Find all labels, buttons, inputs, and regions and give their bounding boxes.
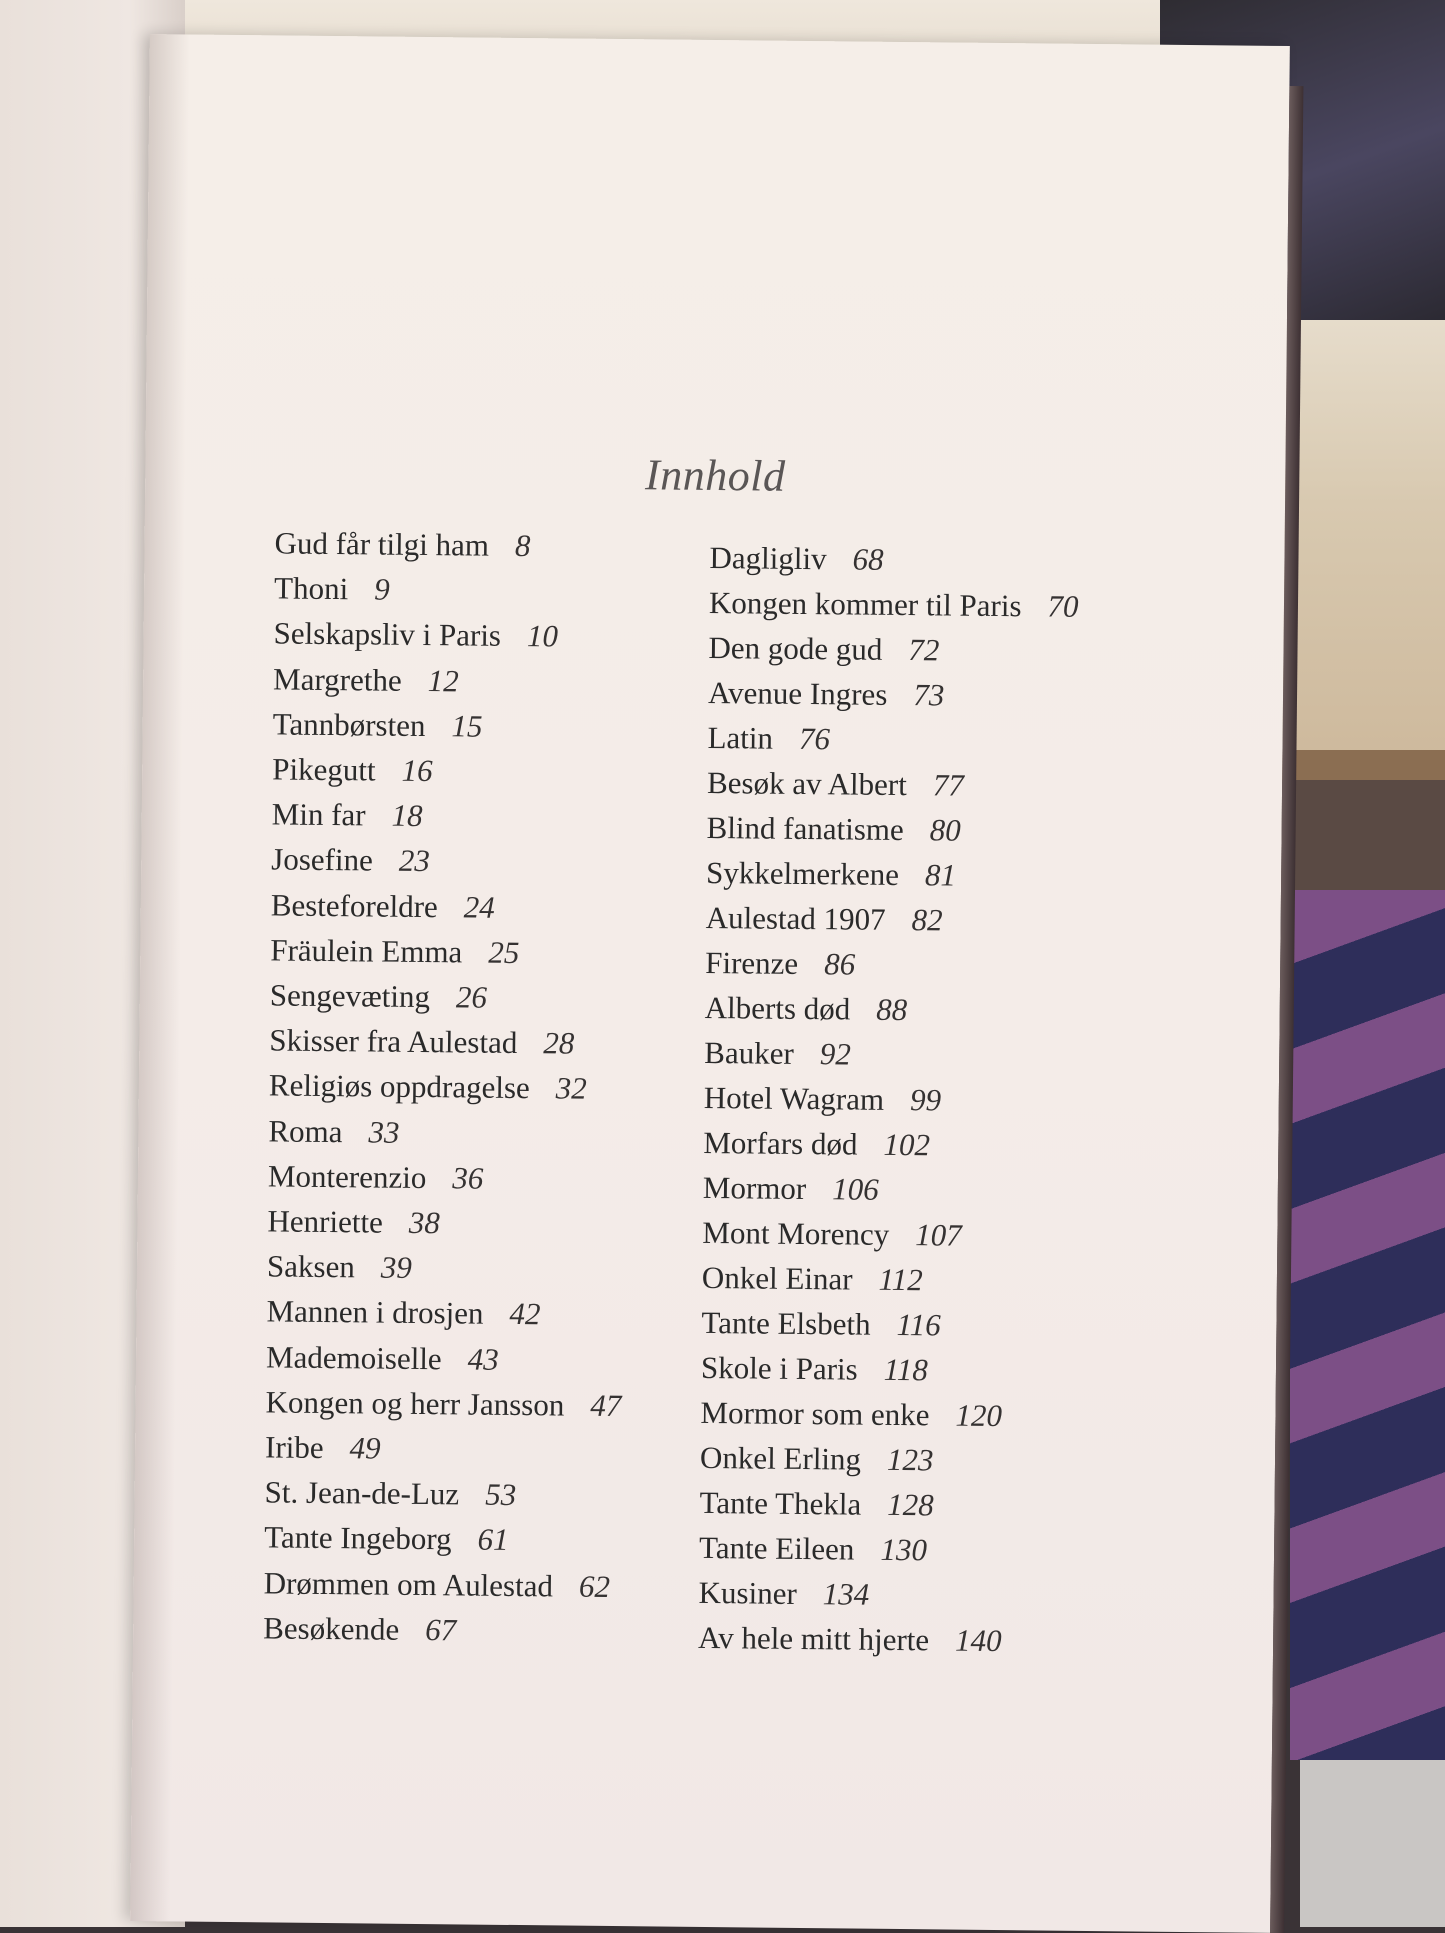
toc-entry-title: Tante Elsbeth (701, 1304, 871, 1342)
toc-entry (703, 1125, 930, 1163)
toc-entry-page-number: 77 (932, 767, 965, 803)
toc-entry-page-number: 36 (452, 1160, 484, 1196)
toc-entry-page-number: 118 (883, 1351, 929, 1388)
toc-entry-title: Kongen og herr Jansson (265, 1384, 565, 1423)
toc-entry-title: Mont Morency (702, 1214, 890, 1252)
toc-entry (700, 1440, 934, 1478)
toc-entry (705, 945, 855, 983)
toc-entry (266, 1339, 499, 1377)
toc-entry-title: Onkel Einar (701, 1259, 853, 1297)
toc-entry (706, 855, 956, 894)
toc-entry-page-number: 24 (463, 889, 495, 925)
toc-entry-page-number: 16 (401, 752, 433, 789)
toc-entry (271, 887, 495, 925)
toc-entry-page-number: 73 (913, 677, 945, 713)
toc-entry-page-number: 61 (477, 1521, 509, 1558)
toc-entry-title: Besøkende (263, 1610, 400, 1647)
toc-entry (704, 1080, 942, 1118)
toc-entry-page-number: 28 (543, 1025, 575, 1061)
toc-entry (707, 720, 830, 757)
toc-entry (274, 571, 390, 608)
toc-entry (702, 1215, 962, 1254)
toc-entry (263, 1610, 456, 1648)
toc-entry-title: Saksen (266, 1248, 356, 1285)
toc-entry-page-number: 9 (373, 571, 390, 607)
toc-entry-page-number: 26 (455, 979, 488, 1015)
toc-entry-page-number: 18 (391, 797, 423, 834)
toc-entry-page-number: 39 (380, 1249, 413, 1286)
toc-entry-page-number: 82 (911, 902, 943, 938)
toc-entry (271, 842, 430, 880)
toc-entry (705, 900, 942, 938)
toc-entry-title: Besøk av Albert (706, 764, 908, 803)
toc-entry-page-number: 25 (488, 934, 520, 970)
toc-entry (267, 1249, 412, 1287)
toc-entry-page-number: 120 (955, 1397, 1003, 1434)
toc-entry (268, 1158, 484, 1196)
toc-entry (704, 1035, 851, 1073)
toc-entry (266, 1294, 540, 1333)
toc-entry-title: Sengevæting (269, 977, 431, 1015)
toc-entry-page-number: 10 (526, 618, 559, 654)
toc-entry-title: Fräulein Emma (270, 932, 463, 970)
toc-entry-page-number: 106 (832, 1171, 879, 1207)
toc-entry-page-number: 112 (878, 1261, 923, 1298)
toc-entry-title: Bauker (704, 1034, 794, 1071)
toc-entry (705, 990, 908, 1028)
toc-entry-page-number: 72 (908, 632, 940, 668)
toc-entry-title: Gud får tilgi ham (274, 525, 490, 563)
toc-entry-title: Religiøs oppdragelse (268, 1067, 530, 1106)
toc-entry (699, 1485, 934, 1523)
toc-entry (273, 706, 483, 744)
toc-entry (274, 525, 530, 564)
toc-entry (708, 675, 945, 713)
toc-entry-title: Skisser fra Aulestad (269, 1022, 518, 1061)
toc-entry (703, 1170, 879, 1208)
toc-entry (264, 1520, 509, 1559)
toc-entry-title: Blind fanatisme (706, 809, 904, 848)
toc-entry (269, 1068, 587, 1107)
toc-entry-page-number: 33 (368, 1114, 400, 1150)
toc-entry (699, 1530, 927, 1568)
toc-entry-page-number: 43 (467, 1341, 499, 1377)
toc-entry-page-number: 123 (886, 1441, 934, 1478)
toc-entry (702, 1260, 923, 1298)
toc-entry (273, 661, 459, 699)
toc-entry (709, 585, 1079, 625)
toc-entry-page-number: 130 (880, 1531, 928, 1568)
toc-entry-page-number: 116 (896, 1306, 941, 1343)
toc-entry-title: Skole i Paris (700, 1349, 858, 1387)
toc-entry (265, 1429, 381, 1466)
toc-entry-title: Onkel Erling (699, 1439, 862, 1477)
toc-entry-title: Tannbørsten (272, 706, 426, 743)
toc-entry-title: Sykkelmerkene (705, 854, 900, 892)
toc-entry-title: Hotel Wagram (703, 1079, 885, 1117)
toc-entry-page-number: 47 (590, 1387, 622, 1423)
toc-entry-page-number: 8 (514, 527, 531, 564)
toc-entry-page-number: 134 (822, 1576, 870, 1612)
toc-entry (264, 1475, 516, 1514)
toc-entry-title: Mormor som enke (700, 1394, 930, 1433)
toc-entry (709, 540, 883, 578)
toc-entry-page-number: 81 (924, 857, 957, 893)
toc-entry-page-number: 32 (555, 1070, 587, 1107)
toc-entry-title: Latin (707, 719, 774, 756)
toc-entry-title: Iribe (264, 1429, 324, 1465)
toc-entry-title: Mademoiselle (265, 1338, 442, 1376)
toc-entry-title: Den gode gud (708, 629, 883, 667)
toc-entry-page-number: 53 (485, 1476, 517, 1513)
toc-entry (272, 797, 423, 835)
toc-entry-title: Roma (268, 1112, 343, 1149)
toc-entry-title: Mormor (702, 1169, 807, 1207)
toc-entry-page-number: 67 (425, 1611, 457, 1648)
toc-entry (270, 977, 488, 1015)
toc-entry (701, 1350, 928, 1388)
striped-fabric (1290, 890, 1445, 1760)
toc-entry (267, 1203, 440, 1241)
toc-entry (698, 1575, 869, 1613)
toc-entry-page-number: 15 (451, 708, 483, 744)
toc-entry (268, 1113, 399, 1150)
toc-entry-title: Tante Thekla (699, 1484, 862, 1522)
toc-entry-page-number: 68 (852, 541, 884, 577)
toc-entry-title: Avenue Ingres (707, 674, 888, 712)
toc-entry-page-number: 88 (876, 991, 908, 1028)
toc-entry-page-number: 76 (798, 720, 831, 757)
toc-entry-title: Tante Eileen (698, 1529, 855, 1567)
toc-entry-page-number: 92 (819, 1036, 851, 1072)
toc-entry-title: Alberts død (704, 989, 851, 1027)
book-page (130, 34, 1290, 1933)
toc-entry (707, 765, 964, 804)
toc-entry (272, 751, 433, 789)
toc-entry-title: Drømmen om Aulestad (263, 1564, 554, 1603)
toc-entry-title: Morfars død (703, 1124, 858, 1162)
toc-entry-title: Pikegutt (272, 751, 376, 788)
toc-entry-title: Av hele mitt hjerte (697, 1619, 930, 1658)
toc-entry-title: Kongen kommer til Paris (708, 584, 1022, 624)
toc-entry-page-number: 70 (1047, 588, 1079, 624)
toc-entry-page-number: 140 (954, 1622, 1002, 1659)
toc-entry-title: Besteforeldre (270, 886, 438, 924)
toc-entry-page-number: 42 (509, 1296, 541, 1332)
toc-entry-page-number: 80 (929, 812, 961, 848)
toc-entry-title: Firenze (705, 944, 799, 981)
toc-entry-page-number: 102 (883, 1126, 931, 1163)
toc-entry-title: Aulestad 1907 (705, 899, 886, 937)
toc-entry (700, 1395, 1002, 1434)
toc-entry (706, 810, 961, 849)
toc-entry-title: St. Jean-de-Luz (264, 1474, 460, 1512)
toc-entry-page-number: 12 (427, 662, 459, 698)
toc-entry (269, 1023, 574, 1062)
toc-entry-title: Min far (271, 796, 366, 833)
toc-entry-title: Henriette (267, 1203, 383, 1240)
toc-entry (273, 616, 558, 655)
toc-entry-page-number: 62 (578, 1568, 611, 1604)
toc-entry (270, 932, 519, 971)
toc-entry-page-number: 49 (349, 1430, 381, 1466)
toc-entry (265, 1384, 621, 1424)
toc-entry (708, 630, 939, 668)
toc-entry-title: Tante Ingeborg (263, 1519, 452, 1557)
toc-entry-title: Margrethe (272, 661, 402, 698)
toc-entry-title: Thoni (273, 570, 349, 607)
page-title: Innhold (644, 450, 786, 501)
toc-entry-page-number: 128 (887, 1486, 934, 1523)
toc-entry-title: Josefine (271, 841, 374, 878)
toc-entry-page-number: 23 (398, 843, 431, 879)
toc-entry-title: Selskapsliv i Paris (273, 615, 502, 654)
toc-entry-title: Monterenzio (267, 1158, 427, 1195)
toc-entry-page-number: 107 (915, 1217, 962, 1253)
toc-entry (264, 1565, 611, 1605)
table-surface (1300, 1760, 1445, 1927)
toc-entry-title: Mannen i drosjen (266, 1293, 484, 1332)
toc-entry-title: Dagligliv (709, 539, 827, 577)
toc-entry (701, 1305, 941, 1344)
toc-entry-page-number: 86 (823, 946, 856, 982)
toc-entry-page-number: 99 (909, 1082, 942, 1118)
toc-entry-title: Kusiner (698, 1574, 797, 1611)
toc-entry (698, 1620, 1002, 1659)
toc-entry-page-number: 38 (408, 1204, 440, 1241)
